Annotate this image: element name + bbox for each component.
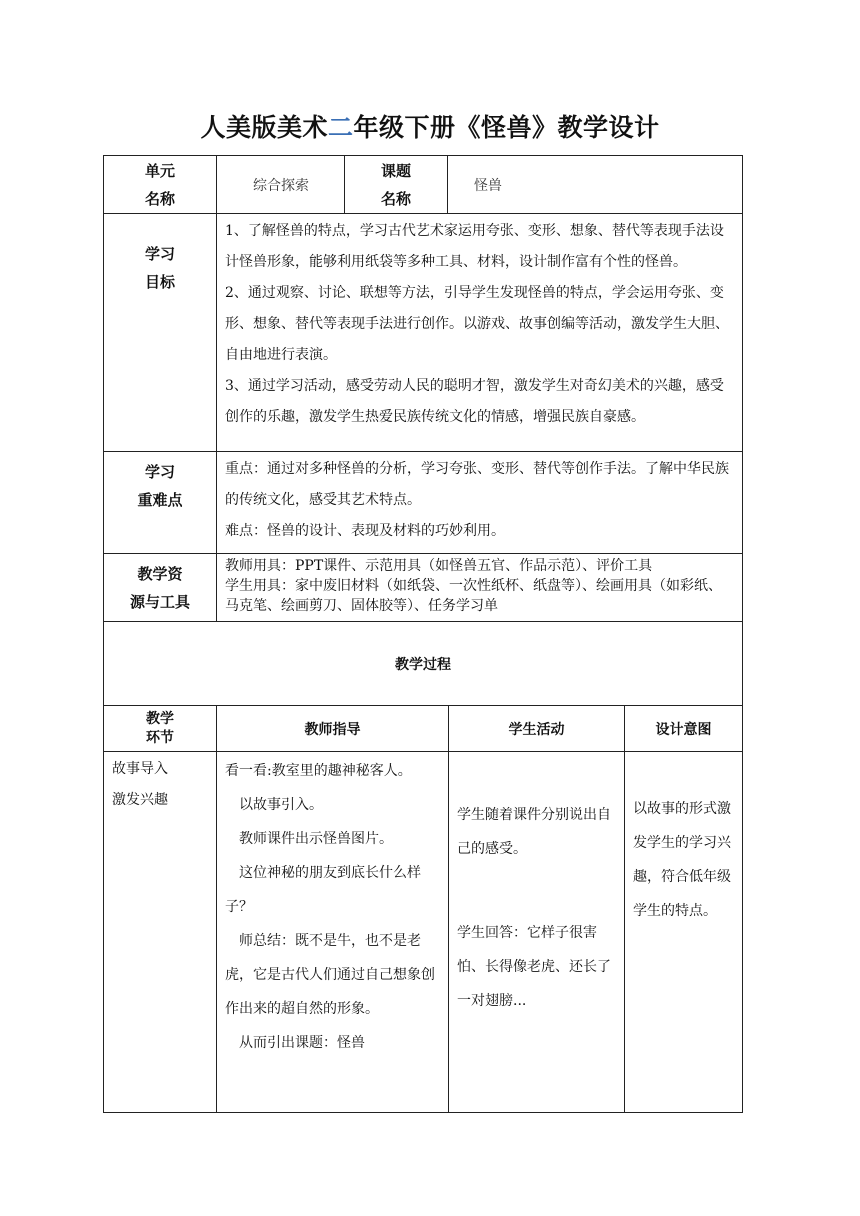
row1-student-response-2: 学生回答：它样子很害怕、长得像老虎、还长了一对翅膀... [457,925,611,1009]
row1-teacher-line4: 这位神秘的朋友到底长什么样子？ [225,865,421,915]
row1-teacher-cell [216,751,449,1113]
objectives-label-line2: 目标 [144,273,175,291]
objectives-label-line1: 学习 [144,245,175,263]
col-stage-header [103,705,217,752]
resources-student: 学生用具：家中废旧材料（如纸袋、一次性纸杯、纸盘等）、绘画用具（如彩纸、马克笔、绘画剪刀、固体胶等）、任务学习单 [225,578,722,614]
objectives-label-cell [103,213,217,452]
objectives-content-cell [216,213,743,452]
row1-student-response-1: 学生随着课件分别说出自己的感受。 [457,807,611,857]
col-teacher-label: 教师指导 [304,721,361,738]
row1-teacher-line5: 师总结：既不是牛，也不是老虎，它是古代人们通过自己想象创作出来的超自然的形象。 [225,933,435,1017]
resources-label-line2: 源与工具 [129,592,190,611]
unit-label-line1: 单元 [144,161,175,180]
col-student-label: 学生活动 [508,721,565,738]
row1-intent-text: 以故事的形式激发学生的学习兴趣，符合低年级学生的特点。 [633,801,731,919]
topic-label-line1: 课题 [380,161,411,180]
row1-intent-cell [624,751,743,1113]
row1-teacher-line6: 从而引出课题：怪兽 [239,1035,365,1051]
row1-stage-line2: 激发兴趣 [112,792,168,808]
keypoints-difficulty: 难点：怪兽的设计、表现及材料的巧妙利用。 [225,523,505,539]
topic-value-cell [447,155,743,214]
row1-teacher-line3: 教师课件出示怪兽图片。 [239,831,393,847]
col-teacher-header [216,705,449,752]
col-stage-line2: 环节 [146,729,174,746]
keypoints-label-line1: 学习 [144,463,175,481]
col-stage-line1: 教学 [146,710,174,727]
row1-teacher-line1: 看一看:教室里的趣神秘客人。 [225,763,412,779]
resources-label-line1: 教学资 [137,564,183,583]
keypoints-label-cell [103,451,217,554]
topic-label-line2: 名称 [380,189,411,208]
objective-item-3: 3、通过学习活动，感受劳动人民的聪明才智，激发学生对奇幻美术的兴趣，感受创作的乐趣，激发学生热爱民族传统文化的情感，增强民族自豪感。 [225,378,724,425]
unit-label-cell [103,155,217,214]
row1-student-cell [448,751,625,1113]
title-part-1: 人美版美术 [200,113,328,142]
resources-teacher: 教师用具：PPT课件、示范用具（如怪兽五官、作品示范）、评价工具 [225,558,653,574]
unit-label-line2: 名称 [144,189,175,208]
title-part-2: 年级下册《怪兽》教学设计 [353,113,660,142]
row1-stage-line1: 故事导入 [112,761,168,777]
objective-item-2: 2、通过观察、讨论、联想等方法，引导学生发现怪兽的特点，学会运用夸张、变形、想象、替代等表现手法进行创作。以游戏、故事创编等活动，激发学生大胆、自由地进行表演。 [225,285,729,363]
keypoints-focus: 重点：通过对多种怪兽的分析，学习夸张、变形、替代等创作手法。了解中华民族的传统文化，感受其艺术特点。 [225,461,729,508]
process-heading-cell [103,621,743,706]
unit-value: 综合探索 [253,177,309,194]
topic-label-cell [344,155,448,214]
title-highlight: 二 [327,113,354,142]
col-student-header [448,705,625,752]
col-intent-label: 设计意图 [655,721,712,738]
row1-teacher-line2: 以故事引入。 [239,797,323,813]
process-heading: 教学过程 [395,656,451,673]
keypoints-label-line2: 重难点 [137,491,183,509]
row1-stage-cell [103,751,217,1113]
unit-value-cell [216,155,345,214]
objective-item-1: 1、了解怪兽的特点，学习古代艺术家运用夸张、变形、想象、替代等表现手法设计怪兽形象，能够利用纸袋等多种工具、材料，设计制作富有个性的怪兽。 [225,223,724,270]
col-intent-header [624,705,743,752]
topic-value: 怪兽 [474,177,502,194]
resources-content-cell [216,553,743,622]
keypoints-content-cell [216,451,743,554]
resources-label-cell [103,553,217,622]
